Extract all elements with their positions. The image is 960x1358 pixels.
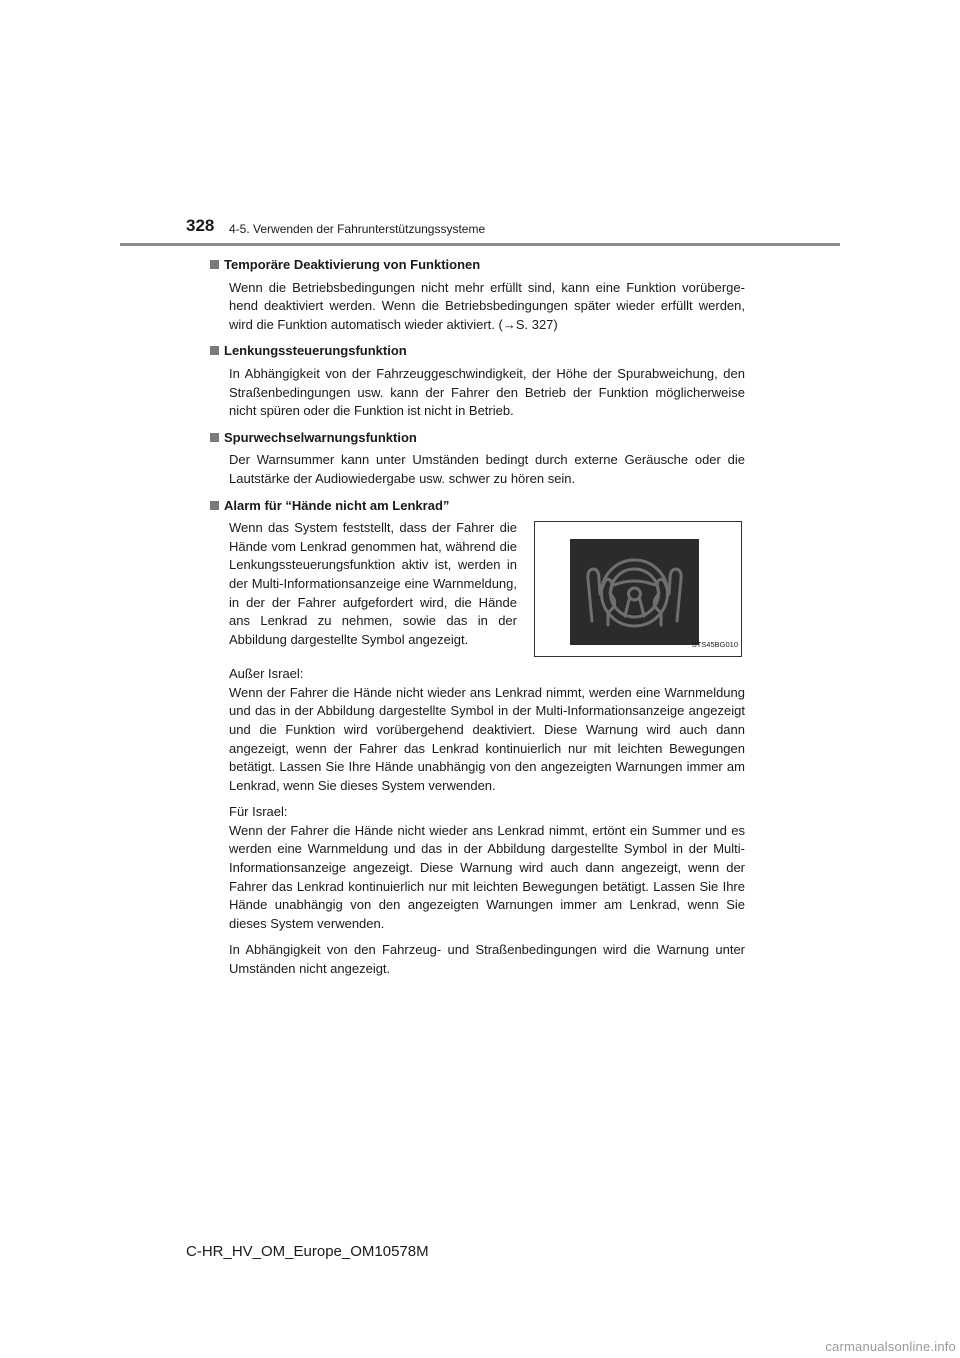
hands-on-steering-wheel-icon <box>570 539 699 645</box>
footer-doc-id: C-HR_HV_OM_Europe_OM10578M <box>186 1243 429 1260</box>
paragraph: Wenn die Betriebsbedingungen nicht mehr erfüllt sind, kann eine Funktion vorübergehend deaktiviert werden. Wenn die Betriebsbedingungen später wieder erfüllt werden, wird die Funktion automatisch wieder aktiviert. (→S. 327) <box>229 279 745 332</box>
paragraph-label: Außer Israel: <box>229 666 304 682</box>
heading-text: Alarm für “Hände nicht am Lenkrad” <box>224 497 450 513</box>
page-number: 328 <box>186 216 215 235</box>
paragraph-label: Für Israel: <box>229 804 288 820</box>
paragraph: In Abhängigkeit von den Fahrzeug- und Straßenbedingungen wird die Warnung unter Umständen nicht angezeigt. <box>229 942 745 977</box>
paragraph: Wenn der Fahrer die Hände nicht wieder ans Lenkrad nimmt, werden eine Warnmeldung und das in der Abbildung dargestellte Symbol in der Multi-Informationsanzeige angezeigt und die Funktion wird vorübergehend deaktiviert. Diese Warnung wird auch dann angezeigt, wenn der Fahrer das Lenkrad kontinuierlich nur mit leichten Bewegungen betätigt. Lassen Sie Ihre Hände unabhängig von den angezeigten Warnungen immer am Lenkrad, wenn Sie dieses System verwenden. <box>229 684 745 793</box>
display-screen <box>570 539 699 645</box>
paragraph: In Abhängigkeit von der Fahrzeuggeschwindigkeit, der Höhe der Spurabweichung, den Straßenbedingungen usw. kann der Fahrer den Betrieb der Funktion möglicherweise nicht spüren oder die Funktion ist nicht in Betrieb. <box>229 365 745 419</box>
heading-text: Spurwechselwarnungsfunktion <box>224 429 417 445</box>
figure-description: Wenn das System feststellt, dass der Fahrer die Hände vom Lenkrad genommen hat, während die Lenkungssteuerungsfunktion aktiv ist, werden in der Multi-Informationsanzeige eine Warnmeldung, in der der Fahrer aufgefordert wird, die Hände ans Lenkrad zu nehmen, sowie das in der Abbildung dargestellte Symbol angezeigt. <box>229 520 517 647</box>
square-bullet-icon <box>210 346 219 355</box>
figure-block <box>229 519 745 657</box>
paragraph: Der Warnsummer kann unter Umständen bedingt durch externe Geräusche oder die Lautstärke der Audiowiedergabe usw. schwer zu hören sein. <box>229 452 745 486</box>
heading-lane-departure-warning <box>210 429 745 448</box>
heading-hands-off-alarm <box>210 497 745 516</box>
heading-steering-control <box>210 342 745 361</box>
square-bullet-icon <box>210 501 219 510</box>
watermark: carmanualsonline.info <box>825 1339 956 1354</box>
page-content <box>210 252 745 987</box>
paragraph: Wenn der Fahrer die Hände nicht wieder ans Lenkrad nimmt, ertönt ein Summer und es werden eine Warnmeldung und das in der Abbildung dargestellte Symbol in der Multi-Informationsanzeige angezeigt. Diese Warnung wird auch dann angezeigt, wenn der Fahrer das Lenkrad kontinuierlich nur mit leichten Bewegungen betätigt. Lassen Sie Ihre Hände unabhängig von den angezeigten Warnungen immer am Lenkrad, wenn Sie dieses System verwenden. <box>229 822 745 931</box>
figure-code: STS45BG010 <box>691 639 738 649</box>
square-bullet-icon <box>210 260 219 269</box>
heading-temporary-deactivation <box>210 256 745 275</box>
heading-text: Temporäre Deaktivierung von Funktionen <box>224 257 481 272</box>
figure-illustration <box>534 521 742 657</box>
square-bullet-icon <box>210 433 219 442</box>
section-title: 4-5. Verwenden der Fahrunterstützungssysteme <box>229 222 486 236</box>
header-rule <box>120 243 840 246</box>
heading-text: Lenkungssteuerungsfunktion <box>224 343 407 359</box>
